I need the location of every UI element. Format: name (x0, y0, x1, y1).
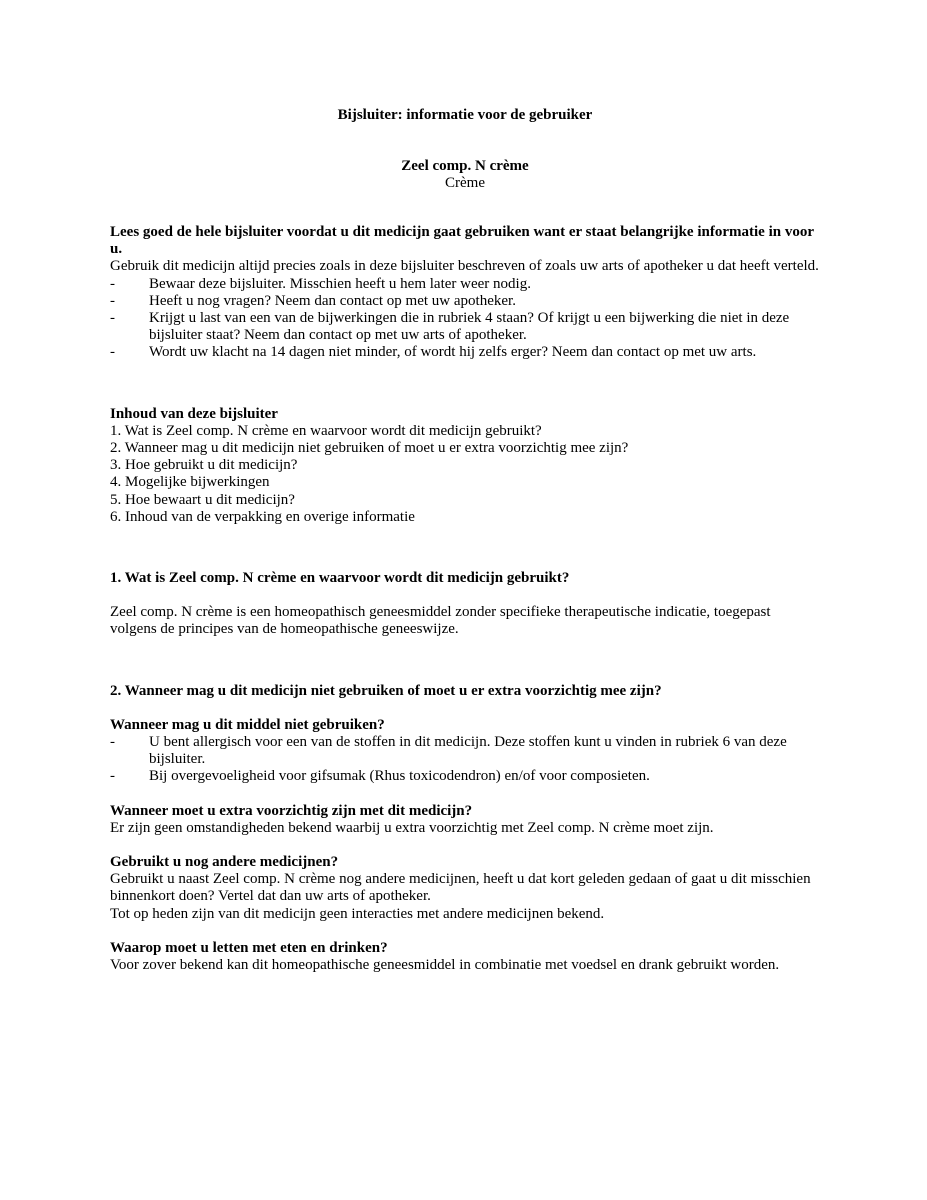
dash-marker: - (110, 734, 115, 751)
spacer (110, 362, 820, 406)
intro-bullet-list (110, 276, 820, 362)
list-item-label: Wordt uw klacht na 14 dagen niet minder, of wordt hij zelfs erger? Neem dan contact op met uw arts. (149, 344, 757, 361)
dash-marker: - (110, 292, 115, 309)
section-2-sub-3-paragraph-1: Gebruikt u naast Zeel comp. N crème nog andere medicijnen, heeft u dat kort geleden gedaan of gaat u dit misschien binnenkort doen? Vertel dat dan uw arts of apotheker. (110, 871, 811, 905)
section-2-sub-1-heading: Wanneer mag u dit middel niet gebruiken? (110, 716, 385, 733)
section-1-paragraph: Zeel comp. N crème is een homeopathisch geneesmiddel zonder specifieke therapeutische indicatie, toegepast volgens de principes van de homeopathische geneeswijze. (110, 604, 771, 638)
document-content (110, 107, 820, 974)
dash-marker: - (110, 275, 115, 292)
dash-marker: - (110, 344, 115, 361)
spacer (110, 639, 820, 683)
spacer (110, 526, 820, 570)
product-dosage-form: Crème (445, 175, 485, 191)
section-2-sub-2-heading: Wanneer moet u extra voorzichtig zijn met dit medicijn? (110, 802, 473, 819)
dash-marker: - (110, 310, 115, 327)
list-item-label: Bewaar deze bijsluiter. Misschien heeft u hem later weer nodig. (149, 275, 531, 292)
toc-item-5: 5. Hoe bewaart u dit medicijn? (110, 491, 295, 508)
spacer (110, 837, 820, 854)
toc-item-6: 6. Inhoud van de verpakking en overige informatie (110, 508, 415, 525)
spacer (110, 587, 820, 604)
toc-item-3: 3. Hoe gebruikt u dit medicijn? (110, 457, 298, 474)
list-item-label: Krijgt u last van een van de bijwerkingen die in rubriek 4 staan? Of krijgt u een bijwerking die niet in deze bijsluiter staat? Neem dan contact op met uw arts of apotheker. (149, 310, 790, 344)
section-2-sub-1-bullet-list (110, 734, 820, 786)
product-name: Zeel comp. N crème (401, 158, 529, 174)
toc-item-2: 2. Wanneer mag u dit medicijn niet gebruiken of moet u er extra voorzichtig mee zijn? (110, 440, 629, 457)
section-2-sub-2-paragraph: Er zijn geen omstandigheden bekend waarbij u extra voorzichtig met Zeel comp. N crème moet zijn. (110, 819, 714, 836)
toc-heading: Inhoud van deze bijsluiter (110, 405, 278, 422)
spacer (110, 700, 820, 717)
toc-item-4: 4. Mogelijke bijwerkingen (110, 474, 270, 491)
spacer (110, 923, 820, 940)
list-item (110, 293, 820, 310)
section-2-sub-3-heading: Gebruikt u nog andere medicijnen? (110, 854, 339, 871)
list-item-label: U bent allergisch voor een van de stoffen in dit medicijn. Deze stoffen kunt u vinden in rubriek 6 van deze bijsluiter. (149, 734, 787, 768)
section-2-sub-3-paragraph-2: Tot op heden zijn van dit medicijn geen interacties met andere medicijnen bekend. (110, 905, 605, 922)
list-item (110, 276, 820, 293)
page-title: Bijsluiter: informatie voor de gebruiker (337, 107, 593, 123)
intro-paragraph: Gebruik dit medicijn altijd precies zoals in deze bijsluiter beschreven of zoals uw arts of apotheker u dat heeft verteld. (110, 258, 819, 275)
list-item (110, 344, 820, 361)
list-item-label: Heeft u nog vragen? Neem dan contact op met uw apotheker. (149, 292, 516, 309)
product-heading-block (110, 124, 820, 192)
toc-item-1: 1. Wat is Zeel comp. N crème en waarvoor wordt dit medicijn gebruikt? (110, 422, 542, 439)
section-2-heading: 2. Wanneer mag u dit medicijn niet gebruiken of moet u er extra voorzichtig mee zijn? (110, 682, 662, 699)
list-item-label: Bij overgevoeligheid voor gifsumak (Rhus toxicodendron) en/of voor composieten. (149, 768, 650, 785)
spacer (110, 786, 820, 803)
list-item (110, 310, 820, 344)
lead-warning: Lees goed de hele bijsluiter voordat u dit medicijn gaat gebruiken want er staat belangrijke informatie in voor u. (110, 224, 814, 258)
section-2-sub-4-heading: Waarop moet u letten met eten en drinken? (110, 939, 388, 956)
list-item (110, 734, 820, 768)
section-2-sub-4-paragraph: Voor zover bekend kan dit homeopathische geneesmiddel in combinatie met voedsel en drank gebruikt worden. (110, 957, 780, 974)
list-item (110, 768, 820, 785)
dash-marker: - (110, 768, 115, 785)
section-1-heading: 1. Wat is Zeel comp. N crème en waarvoor wordt dit medicijn gebruikt? (110, 570, 570, 587)
